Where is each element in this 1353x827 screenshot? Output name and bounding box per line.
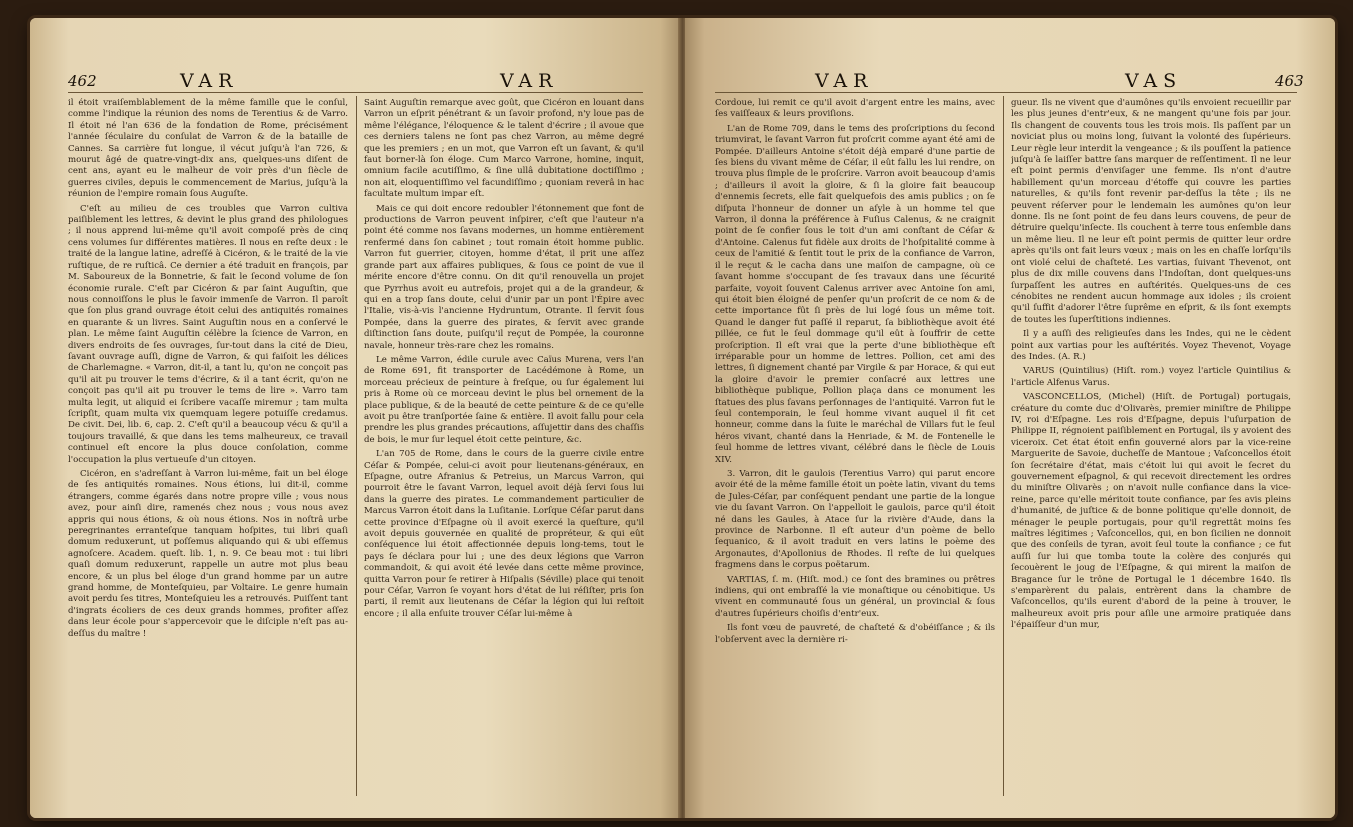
open-book [30, 18, 1335, 818]
right-column-2 [1011, 98, 1291, 803]
right-page [685, 18, 1335, 818]
paragraph: VASCONCELLOS, (Michel) (Hiſt. de Portugal) portugais, créature du comte duc d'Olivarès, premier miniſtre de Philippe IV, roi d'Eſpagne. Les rois d'Eſpagne, depuis l'uſurpation de Philippe II, régnoient paiſiblement en Portugal, ils y avoient des viceroix. Cet état étoit enfin gouverné alors par la vice-reine Marguerite de Savoie, ducheſſe de Mantoue ; Vaſconcellos étoit ſon ſecrétaire d'état, mais c'étoit lui qui avoit le ſecret du gouvernement eſpagnol, & qui recevoit directement les ordres du miniſtre Olivarès ; on n'avoit nulle confiance dans la vice-reine, parce qu'elle méritoit toute confiance, par ſes avis pleins d'humanité, de juſtice & de bonne politique qu'elle donnoit, de ménager le peuple portugais, pour qu'il regrettât moins ſes maîtres légitimes ; Vaſconcellos, qui, en bon ſicilien ne donnoit que des conſeils de tyran, avoit ſeul toute la confiance ; ce fut auſſi ſur lui que tomba toute la colère des conjurés qui ſecouèrent le joug de l'Eſpagne, & qui mirent la maiſon de Bragance ſur le trône de Portugal le 1 décembre 1640. Ils s'emparèrent du palais, entrèrent dans la chambre de Vaſconcellos, qu'ils eurent d'abord de la peine à trouver, le malheureux avoit pris pour aſile une armoire pratiquée dans l'épaiſſeur d'un mur, [1011, 392, 1291, 631]
paragraph: VARTIAS, ſ. m. (Hiſt. mod.) ce ſont des bramines ou prêtres indiens, qui ont embraſſé la vie monaſtique ou cénobitique. Us vivent en communauté ſous un général, un provincial & ſous d'autres ſupérieurs choiſis d'entr'eux. [715, 574, 995, 619]
header-rule [715, 92, 1297, 93]
left-column-1 [68, 98, 348, 803]
right-page-header-left: VAR [815, 70, 874, 92]
right-page-number: 463 [1275, 72, 1304, 90]
column-rule [1003, 96, 1004, 796]
left-column-2 [364, 98, 644, 803]
paragraph: L'an de Rome 709, dans le tems des proſcriptions du ſecond triumvirat, le ſavant Varron fut proſcrit comme ayant été ami de Pompée. D'ailleurs Antoine s'étoit déjà emparé d'une partie de ſes biens du vivant même de Céſar, il eût fallu les lui rendre, on trouva plus ſimple de le proſcrire. Varron avoit beaucoup d'amis ; d'ailleurs il avoit la gloire, & ſi la gloire fait beaucoup d'ennemis ſecrets, elle fait quelquefois des amis publics ; on ſe diſputa l'honneur de donner un aſyle à un homme tel que Varron, il donna la préférence à Fuſius Calenus, & ne craignit point de ſe confier ſous le toit d'un ami conſtant de Céſar & d'Antoine. Calenus fut fidèle aux droits de l'hoſpitalité comme à ceux de l'amitié & ſentit tout le prix de la confiance de Varron, il le reçut & le cacha dans une maiſon de campagne, où ce ſavant homme s'occupant de ſes travaux dans une ſécurité parfaite, voyoit ſouvent Calenus arriver avec Antoine ſon ami, qui étoit bien éloigné de penſer qu'un proſcrit de ce nom & de cette importance fût ſi près de lui logé ſous un même toit. Quand le danger fut paſſé il reparut, ſa bibliothèque avoit été pillée, ce fut le ſeul dommage qu'il eût à ſouffrir de cette proſcription. Il eſt vrai que la perte d'une bibliothèque eſt irréparable pour un homme de lettres. Pollion, cet ami des lettres, ſi dignement chanté par Virgile & par Horace, & qui eut la gloire d'avoir le premier conſacré aux lettres une bibliothèque publique, Pollion plaça dans ce monument les ſtatues des plus ſavans perſonnages de l'antiquité. Varron fut le ſeul contemporain, le ſeul homme vivant auquel il fit cet honneur, comme dans la ſuite le maréchal de Villars fut le ſeul héros vivant, chanté dans la Henriade, & M. de Fontenelle le ſeul homme de lettres vivant, célébré dans le ſiècle de Louis XIV. [715, 123, 995, 465]
paragraph: Mais ce qui doit encore redoubler l'étonnement que font de productions de Varron peuvent inſpirer, c'eſt que l'auteur n'a point été comme nos ſavans modernes, un homme entièrement renfermé dans ſon cabinet ; tout romain étoit homme public. Varron fut guerrier, citoyen, homme d'état, il prit une aſſez grande part aux affaires publiques, & ſous ce point de vue il mérite encore d'être connu. On dit qu'il renouvella un projet que Pyrrhus avoit eu autrefois, projet qui a de la grandeur, & qui en a trop ſans doute, celui d'unir par un pont l'Épire avec l'Italie, vis-à-vis l'ancienne Hydruntum, Otrante. Il ſervit ſous Pompée, dans la guerre des pirates, & ſervit avec grande diſtinction ſans doute, puiſqu'il reçut de Pompée, la couronne navale, honneur très-rare chez les romains. [364, 203, 644, 351]
paragraph: Saint Auguſtin remarque avec goût, que Cicéron en louant dans Varron un eſprit pénétrant & un ſavoir profond, n'y loue pas de même l'élégance, l'éloquence & le talent d'écrire ; il avoue que ces derniers talens ne ſont pas chez Varron, au même degré que les premiers ; en un mot, que Varron eſt un ſavant, & qu'il faut borner-là ſon éloge. Cum Marco Varrone, homine, inquit, omnium facile acutiſſimo, & ſine ullâ dubitatione doctiſſimo ; non ait, eloquentiſſimo vel facundiſſimo ; quoniam reverâ in hac facultate multum impar eſt. [364, 98, 644, 200]
left-page-header: VAR [180, 70, 239, 92]
paragraph: Ils font vœu de pauvreté, de chaſteté & d'obéiſſance ; & ils l'obſervent avec la dernière ri- [715, 623, 995, 645]
paragraph: Cicéron, en s'adreſſant à Varron lui-même, fait un bel éloge de ſes antiquités romaines. Nous étions, lui dit-il, comme étrangers, comme égarés dans notre propre ville ; vous nous avez, pour ainſi dire, ramenés chez nous ; vous nous avez appris qui nous étions, & où nous étions. Nos in noſtrâ urbe peregrinantes erranteſque tanquam hoſpites, tui libri quaſi domum reduxerunt, ut poſſemus aliquando qui & ubi eſſemus agnoſcere. Academ. queſt. lib. 1, n. 9. Ce beau mot : tui libri quaſi domum reduxerunt, rappelle un autre mot plus beau encore, & un plus bel éloge d'un grand homme par un autre grand homme, de Monteſquieu, par Voltaire. Le genre humain avoit perdu ſes titres, Monteſquieu les a retrouvés. Puiſſent tant d'ingrats écoliers de ces deux grands hommes, profiter aſſez dans leur école pour s'appercevoir que le diſciple n'eſt pas au-deſſus du maître ! [68, 469, 348, 639]
paragraph: Le même Varron, édile curule avec Caïus Murena, vers l'an de Rome 691, fit transporter de Lacédémone à Rome, un morceau précieux de peinture à freſque, ou ſur également lui pris à Rome où ce morceau devint le plus bel ornement de la place publique, & de la beauté de cette peinture & de ce qu'elle avoit pu être tranſportée ſaine & entière. Il avoit fallu pour cela prendre les plus grandes précautions, aſſujettir dans des chaſſis de bois, le mur ſur lequel étoit cette peinture, &c. [364, 354, 644, 445]
paragraph: Cordoue, lui remit ce qu'il avoit d'argent entre les mains, avec ſes vaiſſeaux & leurs proviſions. [715, 98, 995, 120]
paragraph: VARUS (Quintilius) (Hiſt. rom.) voyez l'article Quintilius & l'article Alfenus Varus. [1011, 366, 1291, 388]
paragraph: L'an 705 de Rome, dans le cours de la guerre civile entre Céſar & Pompée, celui-ci avoit pour lieutenans-généraux, en Eſpagne, outre Afranius & Petreius, un Marcus Varron, qui pourroit être le ſavant Varron, lequel avoit déjà ſervi ſous lui dans la guerre des pirates. Le commandement particulier de Marcus Varron étoit dans la Luſitanie. Lorſque Céſar parut dans cette province d'Eſpagne où il avoit exercé la queſture, qu'il avoit depuis gouvernée en qualité de propréteur, & qui eût conſéquence lui étoit affectionnée depuis long-tems, tout le pays ſe déclara pour lui ; une des deux légions que Varron commandoit, & qui avoit été levée dans cette même province, quitta Varron pour ſe retirer à Hiſpalis (Séville) place qui tenoit pour Céſar, Varron ſe voyant hors d'état de lui réſiſter, pris ſon parti, il remit aux lieutenans de Céſar la légion qui lui reſtoit encore ; il alla enſuite trouver Céſar lui-même à [364, 449, 644, 619]
paragraph: Il y a auſſi des religieuſes dans les Indes, qui ne le cèdent point aux vartias pour les auſtérités. Voyez Thevenot, Voyage des Indes. (A. R.) [1011, 329, 1291, 362]
column-rule [356, 96, 357, 796]
paragraph: il étoit vraiſemblablement de la même famille que le conſul, comme l'indique la réunion des noms de Terentius & de Varro. Il étoit né l'an 636 de la fondation de Rome, précisément l'année ſéculaire du conſulat de Varron & de la bataille de Cannes. Sa carrière fut longue, il vécut juſqu'à l'an 726, & mourut âgé de quatre-vingt-dix ans, quelques-uns diſent de cent ans, ayant eu le malheur de voir près d'un ſiècle de guerres civiles, depuis le commencement de Marius, juſqu'à la réunion de l'empire romain ſous Auguſte. [68, 98, 348, 200]
paragraph: C'eſt au milieu de ces troubles que Varron cultiva paiſiblement les lettres, & devint le plus grand des philologues ; il nous apprend lui-même qu'il avoit compoſé près de cinq cens volumes ſur différentes matières. Il nous en reſte deux : le traité de la langue latine, adreſſé à Cicéron, & le traité de la vie ruſtique, de re ruſticâ. Ce dernier a été traduit en françois, par M. Saboureux de la Bonnetrie, & fait le ſecond volume de ſon économie rurale. C'eſt par Cicéron & par ſaint Auguſtin, que nous connoiſſons le plus le ſavoir immenſe de Varron. Il paroît que ſon plus grand ouvrage étoit celui des antiquités romaines en quarante & un livres. Saint Auguſtin nous en a conſervé le plan. Le même ſaint Auguſtin célèbre la ſcience de Varron, en divers endroits de ſes ouvrages, ſur-tout dans la cité de Dieu, ſavant ouvrage auſſi, digne de Varron, & qui faiſoit les délices de Charlemagne. « Varron, dit-il, a tant lu, qu'on ne conçoit pas qu'il ait pu trouver le tems d'écrire, & il a tant écrit, qu'on ne conçoit pas qu'il ait pu trouver le tems de lire ». Varro tam multa legit, ut aliquid ei ſcribere vacaſſe miremur ; tam multa ſcripſit, quam multa vix quemquam legere potuiſſe credamus. De civit. Dei, lib. 6, cap. 2. C'eſt qu'il a beaucoup vécu & qu'il a toujours travaillé, & que dans les tems malheureux, ce travail continuel eſt encore la plus douce conſolation, comme l'occupation la plus vertueuſe d'un citoyen. [68, 203, 348, 465]
left-page-header-right: VAR [500, 70, 559, 92]
paragraph: 3. Varron, dit le gaulois (Terentius Varro) qui parut encore avoir été de la même famille étoit un poète latin, vivant du tems de Jules-Céſar, par conſéquent pendant une partie de la longue vie du ſavant Varron. On l'appelloit le gaulois, parce qu'il étoit né dans les Gaules, à Atace ſur la rivière d'Aude, dans la province de Narbonne. Il eſt auteur d'un poème de bello ſequanico, & il avoit traduit en vers latins le poème des Argonautes, d'Apollonius de Rhodes. Il reſte de lui quelques fragmens dans le corpus poëtarum. [715, 469, 995, 571]
left-page [30, 18, 680, 818]
header-rule [68, 92, 643, 93]
right-page-header-right: VAS [1125, 70, 1183, 92]
right-column-1 [715, 98, 995, 803]
paragraph: gueur. Ils ne vivent que d'aumônes qu'ils envoient recueillir par les plus jeunes d'entr'eux, & ne mangent qu'une fois par jour. Ils changent de couvents tous les trois mois. Ils paſſent par un noviciat plus ou moins long, ſuivant la volonté des ſupérieurs. Leur règle leur interdit la vengeance ; & ils pouſſent la patience juſqu'à ſe laiſſer battre ſans marquer de reſſentiment. Il ne leur eſt point permis d'enviſager une femme. Ils n'ont d'autre habillement qu'un morceau d'étoffe qui couvre les parties naturelles, & qu'ils font revenir par-deſſus la tête ; ils ne peuvent réſerver pour le lendemain les aumônes qu'on leur donne. Ils ne ſont point de feu dans leurs couvens, de peur de détruire quelqu'inſecte. Ils couchent à terre tous enſemble dans un même lieu. Il ne leur eſt point permis de quitter leur ordre après qu'ils ont fait leurs vœux ; mais on les en chaſſe lorſqu'ils ont violé celui de chaſteté. Les vartias, ſuivant Thevenot, ont plus de dix mille couvens dans l'Indoſtan, dont quelques-uns ſurpaſſent les autres en auſtérités. Quelques-uns de ces cénobites ne rendent aucun hommage aux idoles ; ils croient qu'il ſuffit d'adorer l'être ſuprême en eſprit, & ils ſont exempts de toutes les ſuperſtitions indiennes. [1011, 98, 1291, 325]
left-page-number: 462 [68, 72, 97, 90]
